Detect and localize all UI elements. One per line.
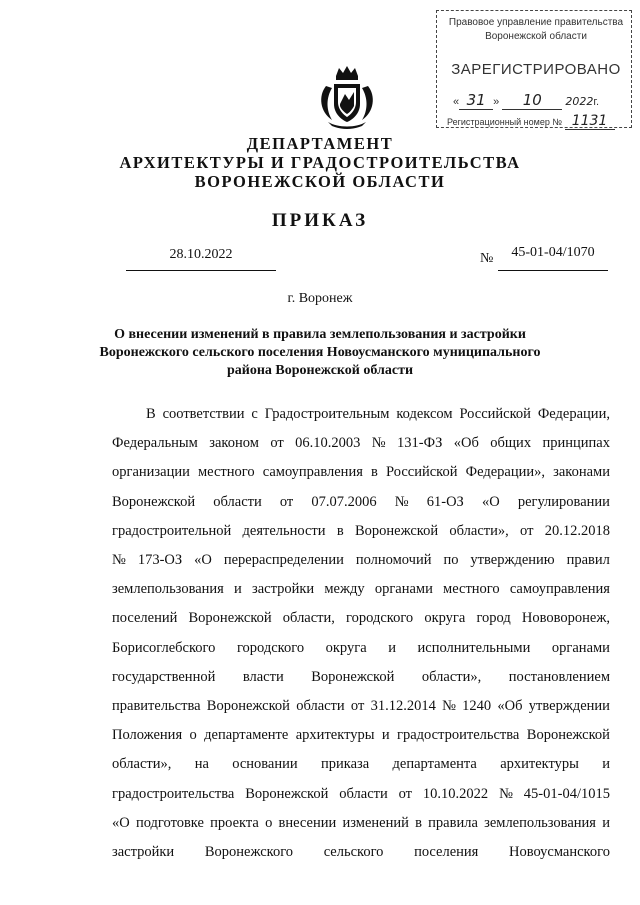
body-line: градостроительной деятельности в Воронежской области», от 20.12.2018 xyxy=(112,523,610,539)
body-line: № 173-ОЗ «О перераспределении полномочий по утверждению правил xyxy=(112,552,610,568)
order-title-line2: Воронежского сельского поселения Новоусманского муниципального xyxy=(99,345,541,360)
body-line: Воронежской области от 07.07.2006 № 61-ОЗ «О регулировании xyxy=(112,494,610,510)
city-label: г. Воронеж xyxy=(287,291,353,306)
body-line: Борисоглебского городского округа и исполнительными органами xyxy=(112,640,610,656)
department-title-line2: АРХИТЕКТУРЫ И ГРАДОСТРОИТЕЛЬСТВА xyxy=(119,153,521,172)
stamp-region-line: Воронежской области xyxy=(485,31,587,42)
date-underline xyxy=(126,270,276,271)
body-line: организации местного самоуправления в Российской Федерации», законами xyxy=(112,464,610,480)
body-line: градостроительства Воронежской области от 10.10.2022 № 45-01-04/1015 xyxy=(112,786,610,802)
body-line: поселений Воронежской области, городского округа город Нововоронеж, xyxy=(112,610,610,626)
number-sign: № xyxy=(480,251,494,266)
body-line: области», на основании приказа департамента архитектуры и xyxy=(112,756,610,772)
registration-stamp xyxy=(436,10,632,128)
document-type-heading: ПРИКАЗ xyxy=(271,210,369,231)
stamp-reg-label: Регистрационный номер № xyxy=(447,117,563,127)
body-line: В соответствии с Градостроительным кодексом Российской Федерации, xyxy=(146,406,610,422)
coat-of-arms-emblem xyxy=(312,62,382,132)
department-title-line1: ДЕПАРТАМЕНТ xyxy=(246,134,394,153)
body-line: «О подготовке проекта о внесении изменений в правила землепользования и xyxy=(112,815,610,831)
body-line: застройки Воронежского сельского поселения Новоусманского xyxy=(112,844,610,860)
stamp-year: 2022 xyxy=(565,95,594,108)
stamp-date: « 31 » 10 2022г. xyxy=(453,91,600,109)
order-date: 28.10.2022 xyxy=(169,247,233,262)
stamp-registered-label: ЗАРЕГИСТРИРОВАНО xyxy=(451,61,621,78)
department-title-line3: ВОРОНЕЖСКОЙ ОБЛАСТИ xyxy=(194,172,446,191)
stamp-reg-number: 1131 xyxy=(565,113,615,130)
body-line: Федеральным законом от 06.10.2003 № 131-ФЗ «Об общих принципах xyxy=(112,435,610,451)
body-line: государственной власти Воронежской области», постановлением xyxy=(112,669,610,685)
order-title-line3: района Воронежской области xyxy=(226,363,414,378)
stamp-authority-line: Правовое управление правительства xyxy=(448,17,624,28)
order-title-line1: О внесении изменений в правила землепользования и застройки xyxy=(114,327,526,342)
order-number: 45-01-04/1070 xyxy=(511,245,595,260)
stamp-reg-number-row xyxy=(447,113,629,130)
body-line: Положения о департаменте архитектуры и градостроительства Воронежской xyxy=(112,727,610,743)
body-line: правительства Воронежской области от 31.12.2014 № 1240 «Об утверждении xyxy=(112,698,610,714)
number-underline xyxy=(498,270,608,271)
stamp-month: 10 xyxy=(502,91,562,110)
body-line: землепользования и застройки между органами местного самоуправления xyxy=(112,581,610,597)
stamp-day: 31 xyxy=(459,91,493,110)
